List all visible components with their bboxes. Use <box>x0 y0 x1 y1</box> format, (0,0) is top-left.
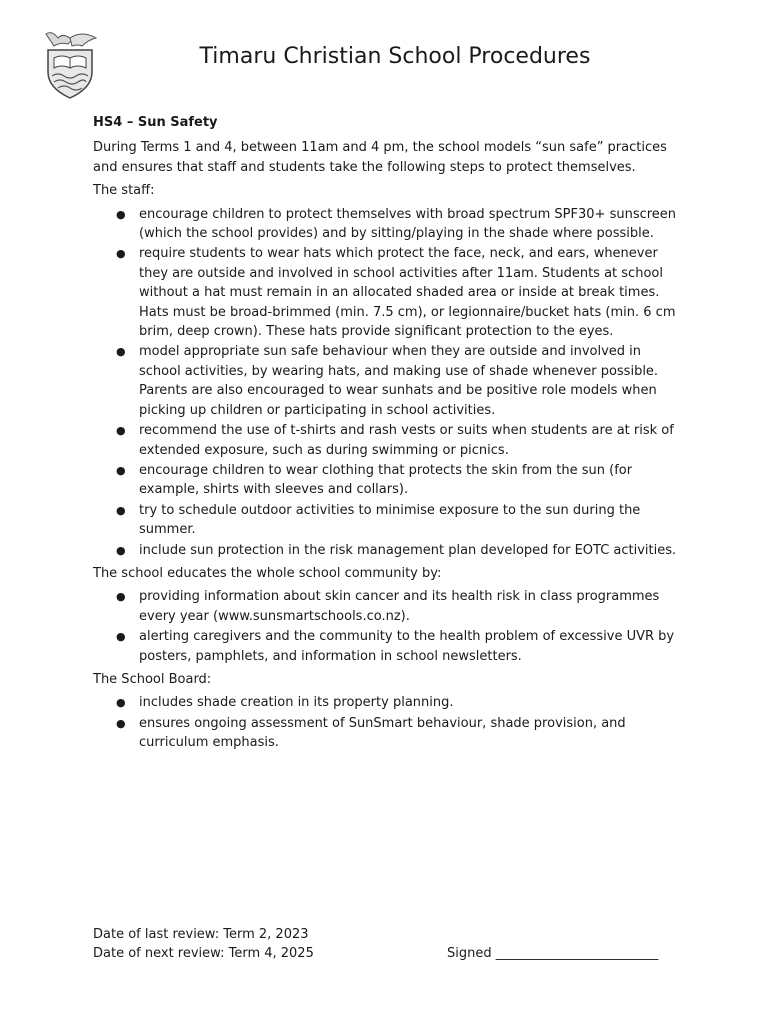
list-item: ● require students to wear hats which protect the face, neck, and ears, whenever they are outside and involved in school activities after 11am. Students at school without a hat must remain in an allocated shaded area or inside at break times. Hats must be broad-brimmed (min. 7.5 cm), or legionnaire/bucket hats (min. 6 cm brim, deep crown). These hats provide significant protection to the eyes. <box>116 246 676 340</box>
bullet-icon: ● <box>116 716 126 730</box>
bullet-icon: ● <box>116 207 126 221</box>
next-review-date: Date of next review: Term 4, 2025 <box>93 946 314 962</box>
bullet-icon: ● <box>116 590 126 604</box>
bullet-icon: ● <box>116 463 126 477</box>
list-item: ● ensures ongoing assessment of SunSmart behaviour, shade provision, and curriculum emphasis. <box>116 715 626 751</box>
bullet-icon: ● <box>116 345 126 359</box>
list-item: ● try to schedule outdoor activities to minimise exposure to the sun during the summer. <box>116 502 641 538</box>
bullet-icon: ● <box>116 630 126 644</box>
community-label: The school educates the whole school community by: <box>93 565 442 581</box>
page-title: Timaru Christian School Procedures <box>199 44 591 69</box>
bullet-icon: ● <box>116 424 126 438</box>
list-item: ● providing information about skin cancer and its health risk in class programmes every year (www.sunsmartschools.co.nz). <box>116 589 660 624</box>
list-item: ● encourage children to protect themselves with broad spectrum SPF30+ sunscreen (which the school provides) and by sitting/playing in the shade where possible. <box>116 206 677 242</box>
document-footer <box>93 925 683 964</box>
signature-line: Signed _________________________ <box>447 946 659 961</box>
staff-list <box>93 205 683 560</box>
list-item: ● alerting caregivers and the community to the health problem of excessive UVR by posters, pamphlets, and information in school newsletters. <box>116 629 675 664</box>
document-body <box>93 113 683 757</box>
list-item: ● recommend the use of t-shirts and rash vests or suits when students are at risk of extended exposure, such as during swimming or picnics. <box>116 423 674 458</box>
list-item: ● model appropriate sun safe behaviour when they are outside and involved in school activities, by wearing hats, and making use of shade whenever possible. Parents are also encouraged to wear sunhats and be positive role models when picking up children or participating in school activities. <box>116 344 659 418</box>
bullet-icon: ● <box>116 247 126 261</box>
list-item: ● include sun protection in the risk management plan developed for EOTC activities. <box>93 541 683 560</box>
bullet-icon: ● <box>116 696 126 710</box>
last-review-date: Date of last review: Term 2, 2023 <box>93 927 309 942</box>
intro-paragraph: During Terms 1 and 4, between 11am and 4 pm, the school models “sun safe” practices and ensures that staff and students take the following steps to protect themselves. <box>93 140 667 175</box>
bullet-icon: ● <box>116 543 126 557</box>
board-list <box>93 693 683 752</box>
section-heading: HS4 – Sun Safety <box>93 115 218 130</box>
staff-label: The staff: <box>93 183 155 199</box>
board-label: The School Board: <box>93 671 212 687</box>
list-item: ● includes shade creation in its property planning. <box>93 693 683 712</box>
list-item: ● encourage children to wear clothing that protects the skin from the sun (for example, shirts with sleeves and collars). <box>116 462 633 498</box>
community-list <box>93 587 683 666</box>
bullet-icon: ● <box>116 503 126 517</box>
